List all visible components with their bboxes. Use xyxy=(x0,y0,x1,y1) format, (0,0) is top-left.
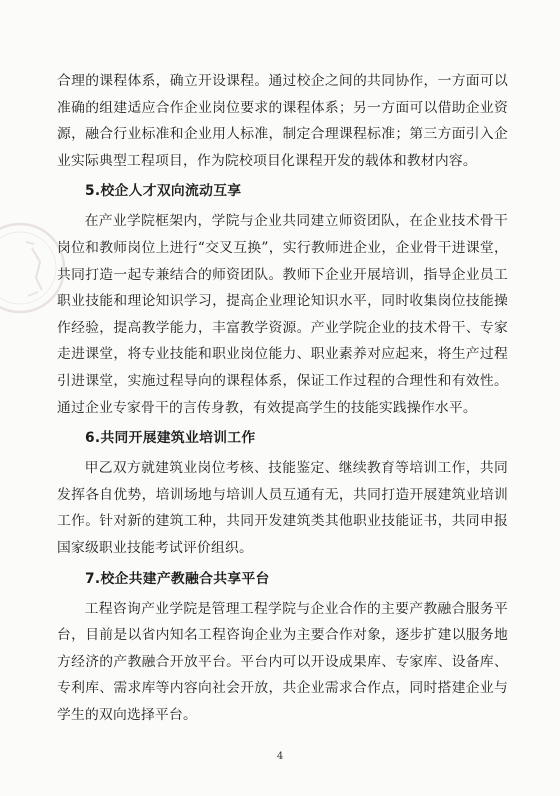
paragraph-shared-platform: 工程咨询产业学院是管理工程学院与企业合作的主要产教融合服务平台，目前是以省内知名工程咨询企业为主要合作对象，逐步扩建以服务地方经济的产教融合开放平台。平台内可以开设成果库、专家库、设备库、专利库、需求库等内容向社会开放，共企业需求合作点，同时搭建企业与学生的双向选择平台。 xyxy=(57,600,508,723)
paragraph-curriculum-system: 合理的课程体系，确立开设课程。通过校企之间的共同协作，一方面可以准确的组建适应合作企业岗位要求的课程体系；另一方面可以借助企业资源，融合行业标准和企业用人标准，制定合理课程标准；第三方面引入企业实际典型工程项目，作为院校项目化课程开发的载体和教材内容。 xyxy=(57,73,508,169)
heading-construction-training: 6.共同开展建筑业培训工作 xyxy=(85,430,256,447)
page-number: 4 xyxy=(276,751,284,762)
paragraph-talent-exchange: 在产业学院框架内，学院与企业共同建立师资团队，在企业技术骨干岗位和教师岗位上进行“交叉互换”，实行教师进企业，企业骨干进课堂，共同打造一起专兼结合的师资团队。教师下企业开展培训，指导企业员工职业技能和理论知识学习，提高企业理论知识水平，同时收集岗位技能操作经验，提高教学能力，丰富教学资源。产业学院企业的技术骨干、专家走进课堂，将专业技能和职业岗位能力、职业素养对应起来，将生产过程引进课堂，实施过程导向的课程体系，保证工作过程的合理性和有效性。通过企业专家骨干的言传身教，有效提高学生的技能实践操作水平。 xyxy=(57,213,508,416)
document-body xyxy=(57,68,508,728)
heading-talent-exchange: 5.校企人才双向流动互享 xyxy=(85,183,242,200)
paragraph-construction-training: 甲乙双方就建筑业岗位考核、技能鉴定、继续教育等培训工作，共同发挥各自优势，培训场地与培训人员互通有无，共同打造开展建筑业培训工作。针对新的建筑工种，共同开发建筑类其他职业技能证书，共同申报国家级职业技能考试评价组织。 xyxy=(57,460,508,556)
heading-shared-platform: 7.校企共建产教融合共享平台 xyxy=(85,570,270,587)
